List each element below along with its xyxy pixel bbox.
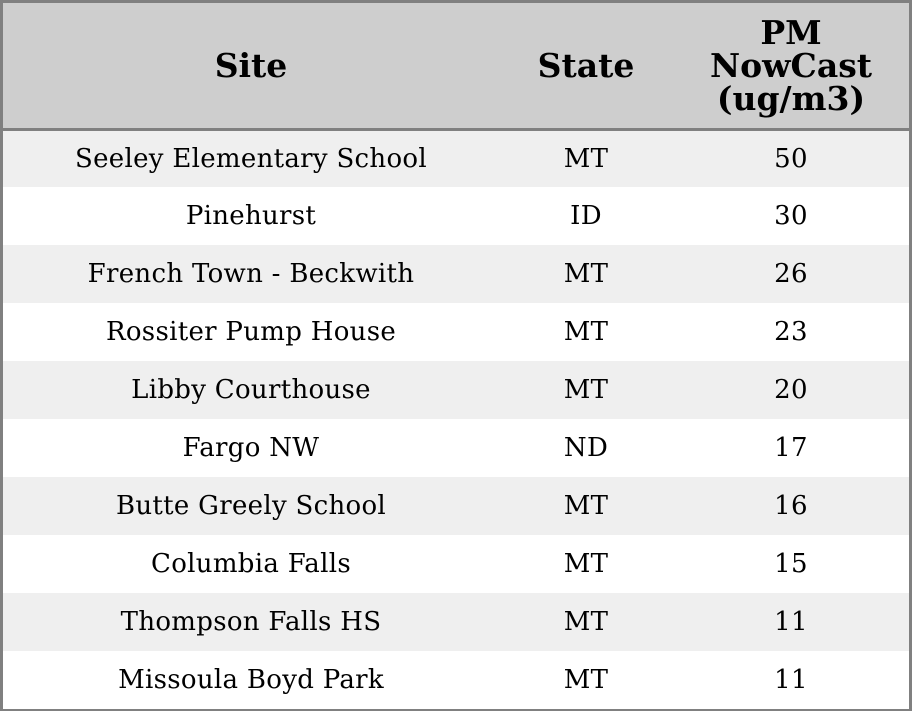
header-row xyxy=(3,3,909,129)
cell-site: French Town - Beckwith xyxy=(87,259,415,289)
cell-state: ID xyxy=(570,201,602,231)
cell-state: ND xyxy=(563,433,609,463)
cell-site: Pinehurst xyxy=(185,201,317,231)
table-row xyxy=(3,361,909,419)
cell-site: Columbia Falls xyxy=(151,549,351,579)
header-pm-line-1: PM xyxy=(760,12,822,52)
cell-pm: 26 xyxy=(774,259,808,289)
table-body xyxy=(3,129,909,709)
cell-site: Thompson Falls HS xyxy=(120,607,382,637)
cell-pm: 17 xyxy=(774,433,808,463)
table-row xyxy=(3,245,909,303)
table-row xyxy=(3,477,909,535)
table-row xyxy=(3,651,909,709)
cell-pm: 20 xyxy=(774,375,808,405)
table-row xyxy=(3,535,909,593)
cell-state: MT xyxy=(563,375,609,405)
table-row xyxy=(3,187,909,245)
pm-nowcast-table xyxy=(3,3,909,709)
table-row xyxy=(3,303,909,361)
cell-state: MT xyxy=(563,491,609,521)
cell-pm: 11 xyxy=(774,665,808,695)
header-pm-nowcast xyxy=(673,3,909,129)
cell-state: MT xyxy=(563,259,609,289)
cell-site: Butte Greely School xyxy=(115,491,387,521)
cell-site: Seeley Elementary School xyxy=(75,143,427,174)
table-row xyxy=(3,419,909,477)
cell-pm: 23 xyxy=(774,317,808,347)
cell-pm: 11 xyxy=(774,607,808,637)
header-state-text: State xyxy=(537,45,635,85)
table-row xyxy=(3,129,909,187)
cell-pm: 30 xyxy=(774,201,808,231)
header-state xyxy=(499,3,673,129)
cell-site: Fargo NW xyxy=(182,433,320,463)
cell-site: Missoula Boyd Park xyxy=(118,665,384,695)
cell-state: MT xyxy=(563,143,609,174)
cell-state: MT xyxy=(563,317,609,347)
cell-site: Rossiter Pump House xyxy=(105,317,397,347)
cell-site: Libby Courthouse xyxy=(131,375,371,405)
cell-state: MT xyxy=(563,607,609,637)
header-site-text: Site xyxy=(214,45,288,85)
header-pm-line-2: NowCast xyxy=(709,45,873,85)
cell-pm: 50 xyxy=(774,143,808,174)
cell-state: MT xyxy=(563,665,609,695)
cell-pm: 15 xyxy=(774,549,808,579)
cell-state: MT xyxy=(563,549,609,579)
cell-pm: 16 xyxy=(774,491,808,521)
header-site xyxy=(3,3,499,129)
header-pm-line-3: (ug/m3) xyxy=(716,78,866,118)
table-row xyxy=(3,593,909,651)
